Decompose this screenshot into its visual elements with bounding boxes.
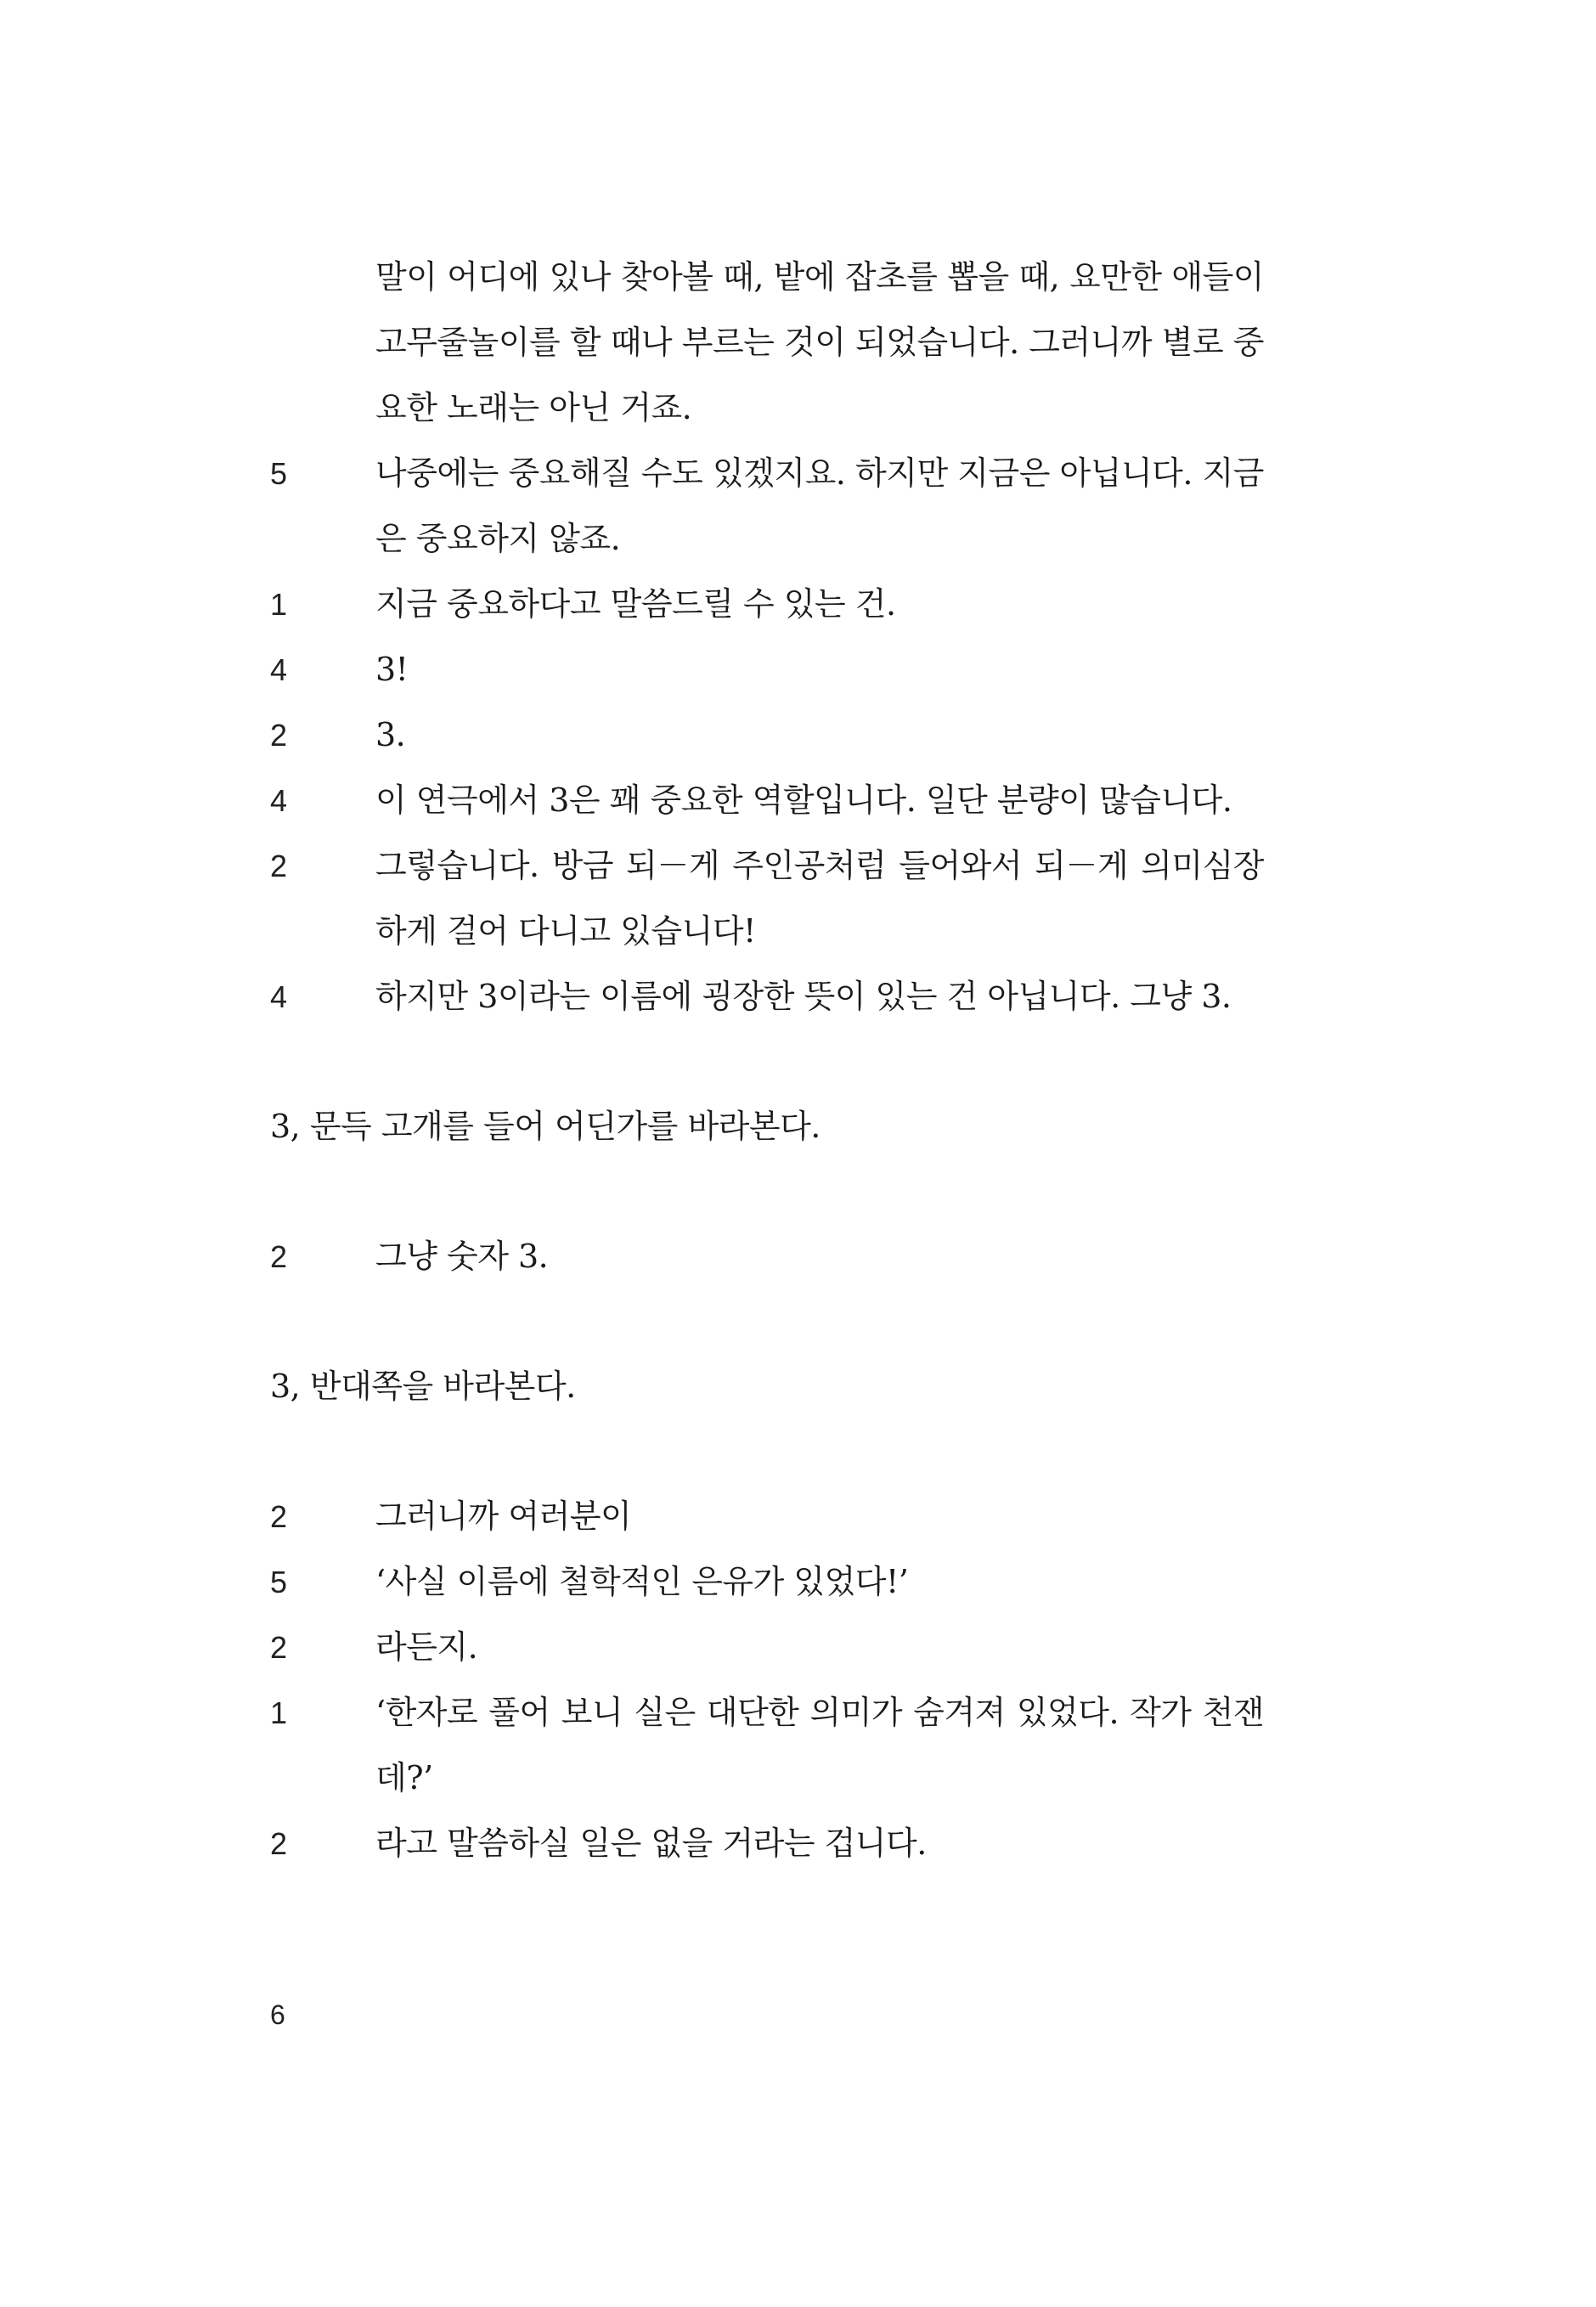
speaker-number: 4 xyxy=(270,783,288,818)
dialogue-text: 3! xyxy=(375,651,409,688)
dialogue-line xyxy=(270,572,1264,637)
page-number: 6 xyxy=(270,2000,285,2030)
dialogue-block-1 xyxy=(270,245,1264,1029)
dialogue-block-2 xyxy=(270,1224,1264,1289)
speaker-number: 2 xyxy=(270,718,288,753)
speaker-number: 4 xyxy=(270,652,288,687)
dialogue-line xyxy=(270,245,1264,441)
dialogue-text: ‘사실 이름에 철학적인 은유가 있었다!’ xyxy=(375,1563,909,1600)
play-script xyxy=(270,245,1264,1876)
dialogue-text: 이 연극에서 3은 꽤 중요한 역할입니다. 일단 분량이 많습니다. xyxy=(375,781,1232,819)
dialogue-line xyxy=(270,1549,1264,1615)
dialogue-text: 하지만 3이라는 이름에 굉장한 뜻이 있는 건 아닙니다. 그냥 3. xyxy=(375,978,1232,1015)
stage-direction: 3, 반대쪽을 바라본다. xyxy=(270,1368,576,1405)
dialogue-block-3 xyxy=(270,1484,1264,1876)
dialogue-text: 3. xyxy=(375,716,406,753)
dialogue-text: 지금 중요하다고 말씀드릴 수 있는 건. xyxy=(375,585,896,623)
dialogue-line xyxy=(270,441,1264,572)
dialogue-text: 라든지. xyxy=(375,1628,478,1666)
dialogue-line xyxy=(270,637,1264,702)
speaker-number: 2 xyxy=(270,1630,288,1665)
dialogue-line xyxy=(270,768,1264,833)
stage-direction: 3, 문득 고개를 들어 어딘가를 바라본다. xyxy=(270,1108,821,1145)
speaker-number: 1 xyxy=(270,587,288,622)
dialogue-line xyxy=(270,1811,1264,1876)
speaker-number: 4 xyxy=(270,979,288,1014)
dialogue-text: 그렇습니다. 방금 되－게 주인공처럼 들어와서 되－게 의미심장하게 걸어 다니고 있습니다! xyxy=(375,847,1264,950)
dialogue-line xyxy=(270,702,1264,768)
dialogue-line xyxy=(270,1484,1264,1549)
speaker-number: 2 xyxy=(270,849,288,883)
speaker-number: 2 xyxy=(270,1826,288,1861)
speaker-number: 2 xyxy=(270,1239,288,1274)
dialogue-text: 라고 말씀하실 일은 없을 거라는 겁니다. xyxy=(375,1825,927,1862)
speaker-number: 2 xyxy=(270,1499,288,1534)
speaker-number: 5 xyxy=(270,1565,288,1599)
dialogue-text: ‘한자로 풀어 보니 실은 대단한 의미가 숨겨져 있었다. 작가 천잰데?’ xyxy=(375,1694,1264,1797)
dialogue-text: 그러니까 여러분이 xyxy=(375,1498,632,1535)
dialogue-line xyxy=(270,833,1264,964)
dialogue-text: 그냥 숫자 3. xyxy=(375,1238,549,1275)
speaker-number: 5 xyxy=(270,456,288,491)
dialogue-line xyxy=(270,1680,1264,1811)
dialogue-text: 말이 어디에 있나 찾아볼 때, 밭에 잡초를 뽑을 때, 요만한 애들이 고무줄놀이를 할 때나 부르는 것이 되었습니다. 그러니까 별로 중요한 노래는 아닌 거죠. xyxy=(375,258,1264,426)
dialogue-line xyxy=(270,1224,1264,1289)
dialogue-text: 나중에는 중요해질 수도 있겠지요. 하지만 지금은 아닙니다. 지금은 중요하지 않죠. xyxy=(375,454,1264,557)
dialogue-line xyxy=(270,964,1264,1029)
speaker-number: 1 xyxy=(270,1695,288,1730)
dialogue-line xyxy=(270,1615,1264,1680)
